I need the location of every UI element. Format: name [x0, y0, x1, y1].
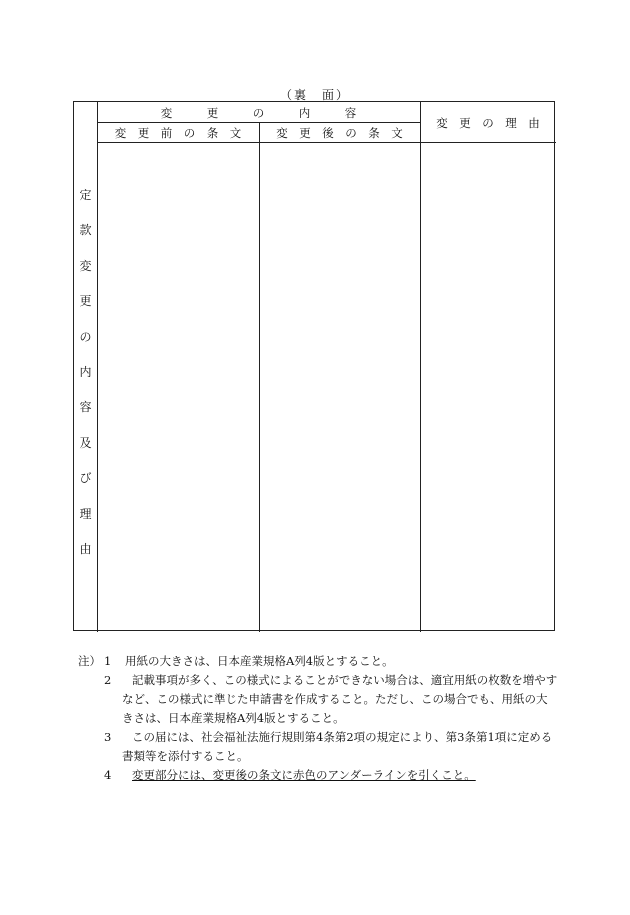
note-item: [78, 652, 558, 671]
note-text: 用紙の大きさは、日本産業規格A列4版とすること。: [125, 654, 394, 668]
note-number: 3: [104, 730, 112, 744]
side-label: [74, 178, 97, 567]
note-item: [78, 671, 558, 728]
note-item: [78, 728, 558, 766]
before-text-cell[interactable]: [98, 143, 259, 632]
side-label-char: 理: [79, 506, 92, 521]
after-text-cell[interactable]: [260, 143, 420, 632]
note-text: 記載事項が多く、この様式によることができない場合は、適宜用紙の枚数を増やすなど、この様式に準じた申請書を作成すること。ただし、この場合でも、用紙の大きさは、日本産業規格A列4版とすること。: [122, 673, 558, 725]
notes-prefix: 注）: [78, 654, 101, 668]
note-text-wrapper: [78, 766, 558, 785]
note-text-underlined: 変更部分には、変更後の条文に赤色のアンダーラインを引くこと。: [132, 768, 476, 782]
side-label-char: 款: [79, 223, 92, 238]
side-label-char: 及: [79, 435, 92, 450]
page-title: （裏 面）: [279, 88, 350, 102]
change-form-table: [73, 101, 555, 631]
note-text: この届には、社会福祉法施行規則第4条第2項の規定により、第3条第1項に定める書類等を添付すること。: [122, 730, 553, 763]
subheader-divider: [97, 122, 420, 123]
note-item: [78, 766, 558, 785]
side-label-char: び: [79, 471, 92, 486]
header-before-text: 変 更 前 の 条 文: [114, 126, 242, 140]
side-label-char: 由: [79, 541, 92, 556]
header-change-content: 変 更 の 内 容: [160, 106, 357, 120]
header-reason: 変 更 の 理 由: [436, 116, 540, 130]
header-after-text: 変 更 後 の 条 文: [276, 126, 403, 140]
note-number: 4: [104, 768, 112, 782]
note-number: 2: [104, 673, 112, 687]
side-label-char: 定: [79, 188, 92, 202]
notes: [78, 652, 558, 785]
reason-cell[interactable]: [421, 143, 556, 632]
side-label-char: 変: [79, 258, 92, 273]
side-label-char: の: [79, 329, 92, 344]
side-label-char: 容: [79, 400, 92, 415]
note-number: 1: [104, 654, 112, 668]
side-label-char: 更: [79, 294, 92, 309]
side-label-char: 内: [79, 364, 92, 379]
